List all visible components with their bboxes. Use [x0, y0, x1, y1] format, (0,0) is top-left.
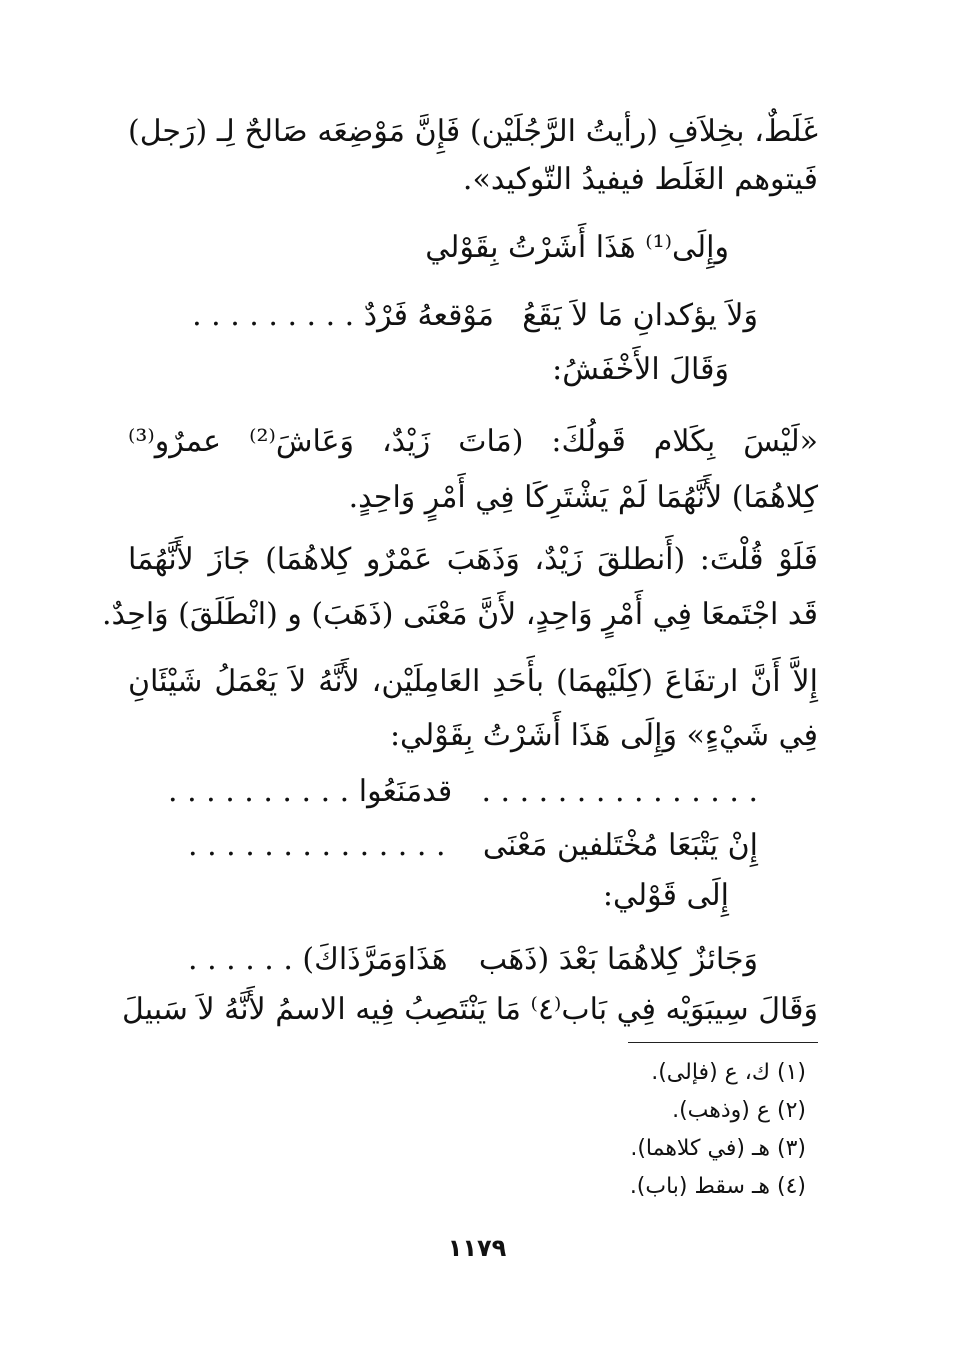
footnote-3: (٣) هـ (في كلاهما). [630, 1136, 806, 1161]
body-line-3: وإِلَى⁽¹⁾ هَذَا أَشَرْتُ بِقَوْلي [425, 230, 729, 265]
body-line-11: إِلَى قَوْلي: [602, 878, 729, 913]
body-line-10: فِي شَيْءٍ» وَإِلَى هَذَا أَشَرْتُ بِقَوْلي: [389, 718, 818, 753]
verse-2-first-hemistich: . . . . . . . . . . . . . . . [481, 774, 758, 809]
verse-2-second-hemistich [168, 772, 452, 812]
body-line-7: فَلَوْ قُلْتَ: (أَنطلقَ زَيْدٌ، وَذَهَبَ عَمْرٌو كِلاهُمَا) جَازَ لأَنَّهُمَا [128, 542, 818, 577]
verse-3-second-hemistich: . . . . . . . . . . . . . . [188, 828, 446, 863]
body-line-6: كِلاهُمَا) لأَنَّهُمَا لَمْ يَشْتَرِكَا فِي أَمْرٍ وَاحِدٍ. [348, 480, 818, 515]
verse-2-dots: . . . . . . . . . . [168, 774, 350, 809]
verse-4-second-hemistich: هَذَاوَمَرَّذَاكَ) . . . . . . [188, 942, 448, 977]
footnote-1: (١) ك، ع (فإلى). [651, 1060, 806, 1085]
body-line-1: غَلَطٌ، بخِلاَفِ (رأيتُ الرَّجُلَيْن) فَإِنَّ مَوْضِعَه صَالحٌ لِـ (رَجل) [128, 114, 818, 149]
verse-4-first-hemistich: وَجَائزٌ كِلاهُمَا بَعْدَ (ذَهَب [478, 942, 758, 977]
verse-3-first-hemistich: إِنْ يَتْبَعَا مُخْتَلفين مَعْنَى [482, 828, 758, 863]
footnote-4: (٤) هـ سقط (باب). [629, 1174, 806, 1199]
footnote-2: (٢) ع (وذهب). [672, 1098, 806, 1123]
body-line-4: وَقَالَ الأَخْفَشُ: [552, 352, 729, 387]
footnote-separator [628, 1042, 818, 1043]
verse-2-word: قدمَنَعُوا [358, 774, 453, 809]
body-line-2: فَيتوهم الغَلَط فيفيدُ التّوكيد». [462, 162, 818, 197]
body-line-8: قَد اجْتَمعَا فِي أَمْرٍ وَاحِدٍ، لأَنَّ مَعْنَى (ذَهَبَ) و (انْطَلَقَ) وَاحِدٌ. [101, 597, 818, 632]
body-line-12: وَقَالَ سِيبَوَيْه فِي بَاب⁽٤⁾ مَا يَنْتَصِبُ فِيه الاسمُ لأَنَّهُ لاَ سَبيلَ [121, 992, 818, 1027]
page-number: ١١٧٩ [447, 1234, 507, 1262]
body-line-5: «لَيْسَ بِكَلام قَولُكَ: (مَاتَ زَيْدٌ، وَعَاشَ⁽²⁾ عمرٌو⁽³⁾ [128, 424, 818, 459]
verse-1-second-hemistich: مَوْقعهُ فَرْدٌ . . . . . . . . . [192, 298, 494, 333]
body-line-9: إِلاَّ أَنَّ ارتفَاعَ (كِلَيْهمَا) بأَحَدِ العَامِلَيْن، لأَنَّهُ لاَ يَعْمَلُ شَيْئَانِ [128, 664, 818, 699]
verse-1-first-hemistich: وَلاَ يؤكدانِ مَا لاَ يَقَعُ [522, 298, 758, 333]
